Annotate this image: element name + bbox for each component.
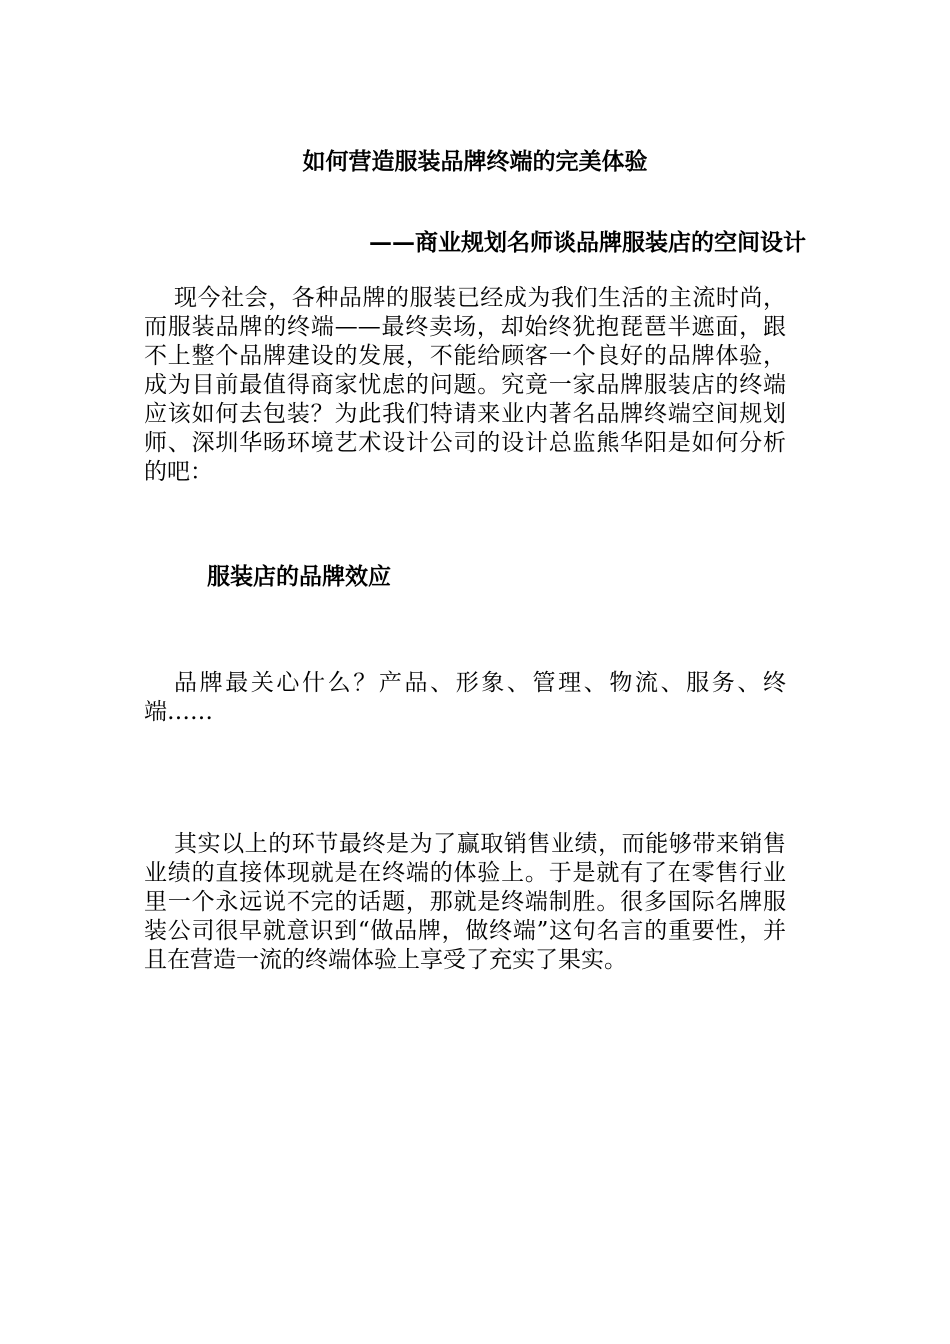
- intro-paragraph: 现今社会，各种品牌的服装已经成为我们生活的主流时尚，而服装品牌的终端——最终卖场，却始终犹抱琵琶半遮面，跟不上整个品牌建设的发展，不能给顾客一个良好的品牌体验，成为目前最值得商家忧虑的问题。究竟一家品牌服装店的终端应该如何去包装？为此我们特请来业内著名品牌终端空间规划师、深圳华旸环境艺术设计公司的设计总监熊华阳是如何分析的吧：: [144, 285, 786, 485]
- brand-concerns-paragraph: 品牌最关心什么？产品、形象、管理、物流、服务、终端……: [144, 670, 786, 725]
- section-heading: 服装店的品牌效应: [207, 563, 391, 590]
- document-subtitle: ——商业规划名师谈品牌服装店的空间设计: [369, 229, 806, 256]
- document-title: 如何营造服装品牌终端的完美体验: [302, 148, 648, 175]
- terminal-experience-paragraph: 其实以上的环节最终是为了赢取销售业绩，而能够带来销售业绩的直接体现就是在终端的体验上。于是就有了在零售行业里一个永远说不完的话题，那就是终端制胜。很多国际名牌服装公司很早就意识到“做品牌，做终端”这句名言的重要性，并且在营造一流的终端体验上享受了充实了果实。: [144, 831, 786, 973]
